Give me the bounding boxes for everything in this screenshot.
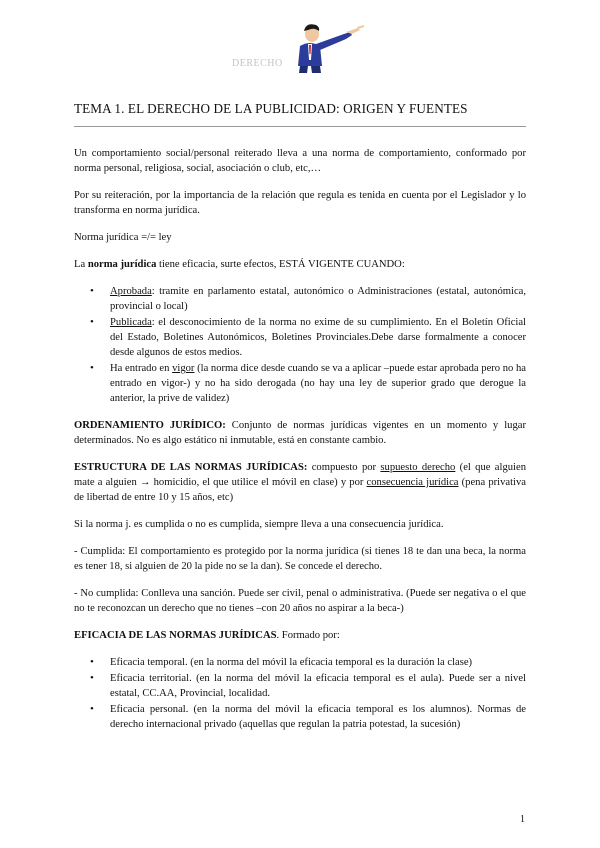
paragraph-cumplida: - Cumplida: El comportamiento es protegido por la norma jurídica (si tienes 18 te dan una beca, la norma es tener 18, si alguien de 20 la pide no se la dan). Se concede el derecho. — [74, 546, 526, 572]
list-item: • Publicada: el desconocimiento de la norma no exime de su cumplimiento. En el Boletín Oficial del Estado, Boletines Autonómicos, Boletines Provinciales.Debe darse formalmente a conocer desde algunos de estos medios. — [110, 315, 526, 360]
list-item: • Eficacia territorial. (en la norma del móvil la eficacia temporal es el aula). Puede ser a nivel estatal, CC.AA, Provincial, localidad. — [110, 671, 526, 701]
pointing-lawyer-illustration — [286, 22, 366, 74]
vigente-list — [74, 284, 526, 406]
paragraph-reiteracion: Por su reiteración, por la importancia de la relación que regula es tenida en cuenta por el Legislador y lo transforma en norma jurídica. — [74, 190, 526, 216]
paragraph-comportamiento: Un comportamiento social/personal reiterado lleva a una norma de comportamiento, conformado por norma personal, religiosa, social, asociación o club, etc,… — [74, 148, 526, 174]
paragraph-eficacia: EFICACIA DE LAS NORMAS JURÍDICAS. Formado por: — [74, 630, 340, 641]
paragraph-ordenamiento: ORDENAMIENTO JURÍDICO: Conjunto de normas jurídicas vigentes en un momento y lugar determinados. No es algo estático ni inmutable, está en constante cambio. — [74, 420, 527, 446]
paragraph-estructura: ESTRUCTURA DE LAS NORMAS JURÍDICAS: compuesto por supuesto derecho (el que alguien mate a alguien → homicidio, el que utilice el móvil en clase) y por consecuencia jurídica (pena privativa de libertad de entre 10 y 15 años, etc) — [74, 462, 526, 503]
list-item: • Eficacia personal. (en la norma del móvil la eficacia temporal es los alumnos). Normas de derecho internacional privado (aquellas que regulan la patria potestad, la sucesión) — [110, 702, 526, 732]
list-item: • Aprobada: tramite en parlamento estatal, autonómico o Administraciones (estatal, autonómica, provincial o local) — [110, 284, 526, 314]
eficacia-list — [74, 655, 526, 732]
norma-juridica-term: norma jurídica — [87, 259, 157, 270]
title-divider — [74, 126, 526, 127]
list-item: • Eficacia temporal. (en la norma del móvil la eficacia temporal es la duración la clase) — [110, 655, 526, 670]
paragraph-norma-ley: Norma jurídica =/= ley — [74, 232, 172, 243]
paragraph-vigente: La norma jurídica tiene eficacia, surte efectos, ESTÁ VIGENTE CUANDO: — [74, 259, 405, 270]
page-title: TEMA 1. EL DERECHO DE LA PUBLICIDAD: ORIGEN Y FUENTES — [74, 101, 468, 116]
header-word: DERECHO — [232, 58, 283, 69]
page-number: 1 — [520, 814, 525, 825]
page-header — [0, 0, 600, 80]
paragraph-consecuencia: Si la norma j. es cumplida o no es cumplida, siempre lleva a una consecuencia jurídica. — [74, 519, 444, 530]
document-body — [74, 146, 526, 744]
list-item: • Ha entrado en vigor (la norma dice desde cuando se va a aplicar –puede estar aprobada pero no ha entrado en vigor-) y no ha sido derogada (no hay una ley de superior grado que derogue la anterior, la prive de validez) — [110, 361, 526, 406]
paragraph-no-cumplida: - No cumplida: Conlleva una sanción. Puede ser civil, penal o administrativa. (Puede ser negativa o el que no te reconozcan un derecho que no tienes –con 20 años no aspirar a la beca-) — [74, 588, 526, 614]
